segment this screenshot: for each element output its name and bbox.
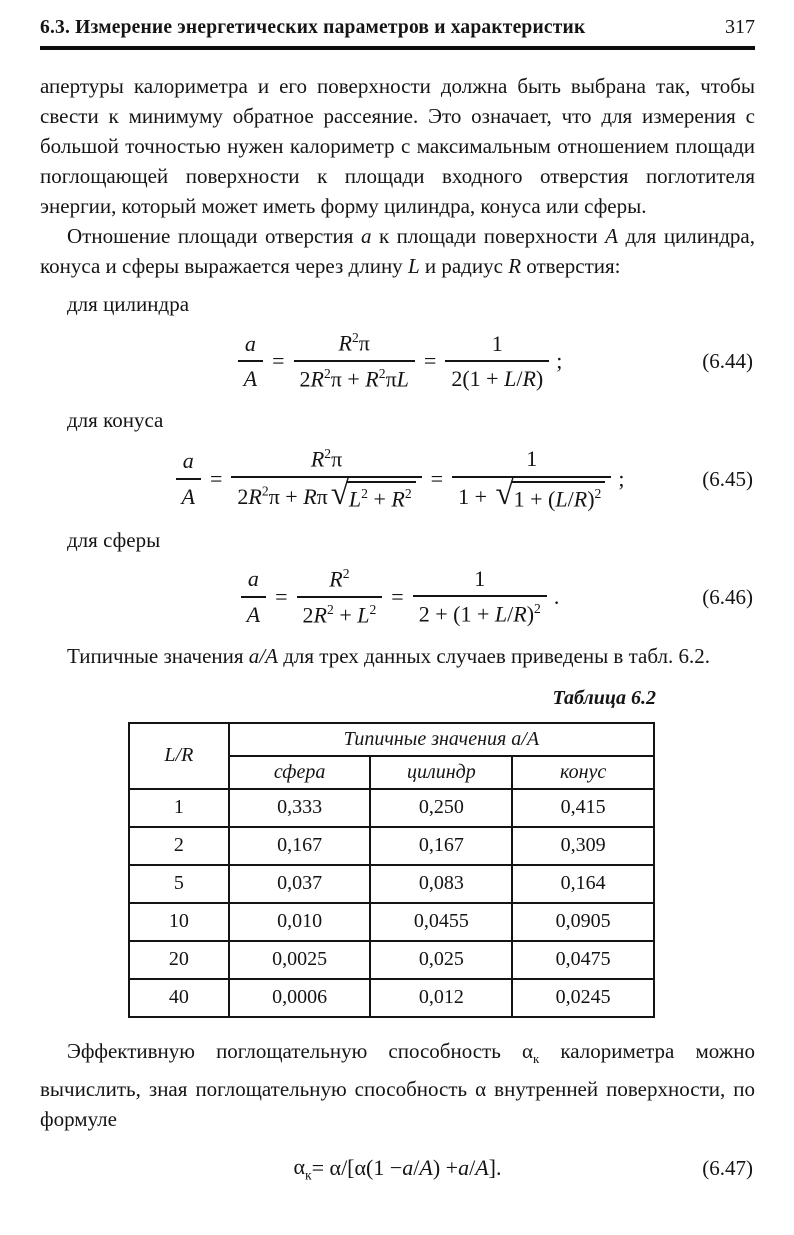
- variable-L: L: [407, 254, 420, 278]
- subscript: к: [532, 1050, 540, 1066]
- math-token: 2: [302, 601, 314, 627]
- math-token: 1 + (: [513, 485, 556, 511]
- math-token: L: [494, 601, 508, 627]
- denominator: A: [176, 478, 201, 511]
- span-header-typical-values: Типичные значения a/A: [229, 723, 654, 756]
- math-token: /: [413, 1155, 420, 1181]
- paragraph-typical-values: [40, 641, 755, 671]
- punctuation: ;: [556, 348, 563, 374]
- table-row: [129, 827, 654, 865]
- case-label-sphere: для сферы: [67, 527, 161, 552]
- math-token: R: [522, 366, 536, 391]
- table-cell: 0,415: [512, 789, 654, 827]
- table-header-row: [129, 723, 654, 756]
- table-cell: 0,083: [370, 865, 512, 903]
- equals-sign: =: [210, 466, 223, 492]
- math-token: π: [316, 483, 328, 509]
- variable-A: A: [605, 224, 618, 248]
- math-token: A: [419, 1155, 433, 1181]
- equation-6-46: [40, 565, 755, 629]
- table-row: [129, 903, 654, 941]
- table-cell: 40: [129, 979, 229, 1017]
- numerator: 1: [474, 565, 486, 591]
- equals-sign: =: [275, 583, 288, 609]
- column-header-cylinder: цилиндр: [370, 756, 512, 789]
- text-run: для трех данных случаев приведены в табл. 6.2.: [277, 643, 710, 668]
- exponent: 2: [594, 485, 602, 501]
- text-run: Эффективную поглощательную способность: [67, 1038, 522, 1063]
- math-token: L: [348, 486, 362, 512]
- math-token: ): [587, 485, 595, 511]
- variable-a: a: [360, 224, 372, 248]
- symbol-alpha-k: [521, 1038, 540, 1066]
- table-row: [129, 979, 654, 1017]
- table-cell: 0,0475: [512, 941, 654, 979]
- fraction-1: [231, 445, 421, 513]
- table-cell: 5: [129, 865, 229, 903]
- math-token: L: [504, 366, 517, 391]
- running-header: [40, 16, 755, 50]
- equation-number: (6.46): [702, 584, 753, 609]
- case-label-cone: для конуса: [67, 408, 164, 432]
- math-token: ): [526, 601, 535, 627]
- table-cell: 0,0455: [370, 903, 512, 941]
- math-token: R: [338, 330, 352, 356]
- table-cell: 10: [129, 903, 229, 941]
- variable-a-over-A: a/A: [248, 643, 278, 668]
- math-token: a: [458, 1155, 470, 1181]
- table-cell: 1: [129, 789, 229, 827]
- equation-number: (6.44): [702, 348, 753, 373]
- case-label-cylinder: для цилиндра: [67, 292, 190, 316]
- table-6-2: [128, 722, 655, 1018]
- table-cell: 0,0905: [512, 903, 654, 941]
- exponent: 2: [404, 485, 412, 501]
- equals-sign: =: [272, 348, 285, 374]
- text-run: для цилиндра, конуса и сферы выражается через длину: [40, 224, 756, 278]
- section-title: 6.3. Измерение энергетических параметров и характеристик: [40, 17, 586, 38]
- math-token: R: [303, 483, 317, 509]
- denominator: [413, 595, 547, 628]
- page-number: 317: [725, 16, 755, 38]
- math-token: π: [385, 366, 397, 392]
- math-token: π: [268, 483, 280, 509]
- table-cell: 0,0025: [229, 941, 371, 979]
- equation-number: (6.45): [702, 466, 753, 491]
- exponent: 2: [351, 330, 359, 346]
- table-cell: 0,010: [229, 903, 371, 941]
- table-cell: 0,250: [370, 789, 512, 827]
- table-row: [129, 941, 654, 979]
- text-run: Отношение площади отверстия: [67, 224, 361, 248]
- table-cell: 0,167: [370, 827, 512, 865]
- punctuation: ;: [618, 466, 625, 492]
- table-cell: 0,167: [229, 827, 371, 865]
- symbol-alpha: α: [475, 1076, 487, 1101]
- math-token: L: [555, 485, 568, 511]
- denominator: [445, 360, 549, 393]
- numerator: [323, 565, 355, 596]
- square-root: [495, 476, 606, 513]
- exponent: 2: [369, 601, 377, 617]
- denominator: [452, 476, 611, 513]
- math-token: a: [402, 1155, 414, 1181]
- equation-number: (6.47): [702, 1155, 753, 1180]
- fraction-lhs: [241, 565, 266, 628]
- math-token: π: [358, 330, 370, 356]
- paragraph-aperture: апертуры калориметра и его поверхности должна быть выбрана так, чтобы свести к минимуму обратное рассеяние. Это означает, что для измерения с большой точностью нужен калориметр с максимальным отношением площади поглощающей поверхности к площади входного отверстия поглотителя энергии, который может иметь форму цилиндра, конуса или сферы.: [40, 74, 755, 218]
- table-cell: 0,333: [229, 789, 371, 827]
- denominator: [294, 360, 415, 393]
- numerator: 1: [491, 330, 503, 356]
- fraction-1: [294, 329, 415, 393]
- math-token: R: [313, 601, 327, 627]
- math-token: 2: [237, 483, 249, 509]
- math-token: ) +: [432, 1155, 459, 1181]
- math-token: +: [333, 601, 358, 627]
- square-root: [330, 476, 416, 513]
- math-token: L: [357, 601, 370, 627]
- paragraph-ratio: [40, 221, 755, 281]
- math-token: 2: [299, 366, 311, 392]
- math-token: 2 + (1 +: [418, 601, 495, 627]
- math-token: +: [341, 366, 366, 392]
- punctuation: .: [553, 583, 560, 609]
- math-token: R: [329, 566, 343, 592]
- equals-sign: =: [423, 348, 437, 374]
- math-token: R: [513, 601, 527, 627]
- math-token: π: [331, 446, 343, 472]
- radical-sign-icon: √: [495, 476, 514, 513]
- numerator: a: [244, 330, 256, 356]
- text-run: Типичные значения: [67, 643, 249, 668]
- text-run: калориметра можно вычислить, зная поглощательную способность: [40, 1038, 755, 1101]
- text-run: внутренней поверхности, по формуле: [40, 1076, 756, 1131]
- fraction-2: [445, 330, 549, 393]
- equation-6-47: [40, 1148, 755, 1188]
- text-run: к площади поверхности: [371, 224, 606, 248]
- numerator: 1: [526, 446, 538, 472]
- exponent: 2: [534, 601, 541, 617]
- radical-sign-icon: √: [330, 476, 349, 513]
- math-token: /: [567, 485, 574, 511]
- fraction-lhs: [238, 330, 263, 393]
- table-row: [129, 789, 654, 827]
- math-token: R: [391, 486, 405, 512]
- numerator: [333, 329, 376, 360]
- column-header-sphere: сфера: [229, 756, 371, 789]
- denominator: [231, 476, 421, 513]
- math-token: +: [279, 483, 304, 509]
- denominator: A: [238, 360, 263, 393]
- math-token: = α/[α(1 −: [311, 1155, 403, 1181]
- math-token: A: [475, 1155, 489, 1181]
- math-token: α: [521, 1038, 533, 1063]
- math-token: 1 +: [458, 483, 493, 509]
- column-header-lr: L/R: [129, 723, 229, 789]
- text-run: отверстия:: [521, 254, 621, 278]
- equals-sign: =: [391, 583, 404, 609]
- exponent: 2: [361, 485, 368, 501]
- fraction-lhs: [176, 447, 201, 510]
- math-token: /: [507, 601, 514, 627]
- table-cell: 0,0245: [512, 979, 654, 1017]
- table-cell: 0,0006: [229, 979, 371, 1017]
- math-token: R: [248, 483, 262, 509]
- math-token: R: [310, 366, 324, 392]
- fraction-1: [297, 565, 383, 629]
- table-cell: 0,025: [370, 941, 512, 979]
- math-token: 2(1 +: [451, 366, 505, 391]
- exponent: 2: [323, 366, 331, 381]
- numerator: a: [182, 448, 194, 474]
- radicand: [512, 481, 606, 513]
- math-token: +: [367, 486, 392, 512]
- table-cell: 0,309: [512, 827, 654, 865]
- variable-R: R: [508, 254, 522, 278]
- math-token: α: [293, 1153, 306, 1179]
- fraction-2: [413, 565, 547, 628]
- denominator: A: [241, 596, 266, 629]
- symbol-alpha-k: [293, 1153, 311, 1183]
- exponent: 2: [342, 565, 350, 581]
- equation-6-44: [40, 329, 755, 393]
- equals-sign: =: [430, 466, 444, 492]
- math-token: π: [330, 366, 342, 392]
- table-cell: 0,037: [229, 865, 371, 903]
- exponent: 2: [261, 483, 269, 499]
- paragraph-effective-absorptivity: [40, 1036, 755, 1134]
- subscript: к: [305, 1167, 312, 1183]
- table-cell: 2: [129, 827, 229, 865]
- table-cell: 0,012: [370, 979, 512, 1017]
- math-token: R: [310, 446, 325, 472]
- table-row: [129, 865, 654, 903]
- equation-6-45: [40, 445, 755, 513]
- table-caption: Таблица 6.2: [552, 686, 656, 709]
- numerator: [305, 445, 348, 476]
- math-token: R: [365, 366, 379, 392]
- math-token: /: [516, 366, 523, 391]
- denominator: [297, 596, 383, 629]
- exponent: 2: [324, 446, 332, 461]
- exponent: 2: [327, 601, 334, 617]
- exponent: 2: [378, 366, 386, 381]
- column-header-cone: конус: [512, 756, 654, 789]
- math-token: /: [469, 1155, 476, 1181]
- math-token: ].: [488, 1155, 502, 1181]
- text-run: и радиус: [419, 254, 509, 278]
- table-cell: 20: [129, 941, 229, 979]
- table-cell: 0,164: [512, 865, 654, 903]
- math-token: R: [573, 485, 588, 511]
- math-token: L: [396, 366, 409, 392]
- fraction-2: [452, 445, 611, 512]
- math-token: ): [535, 366, 544, 391]
- numerator: a: [247, 566, 259, 592]
- radicand: [347, 481, 416, 513]
